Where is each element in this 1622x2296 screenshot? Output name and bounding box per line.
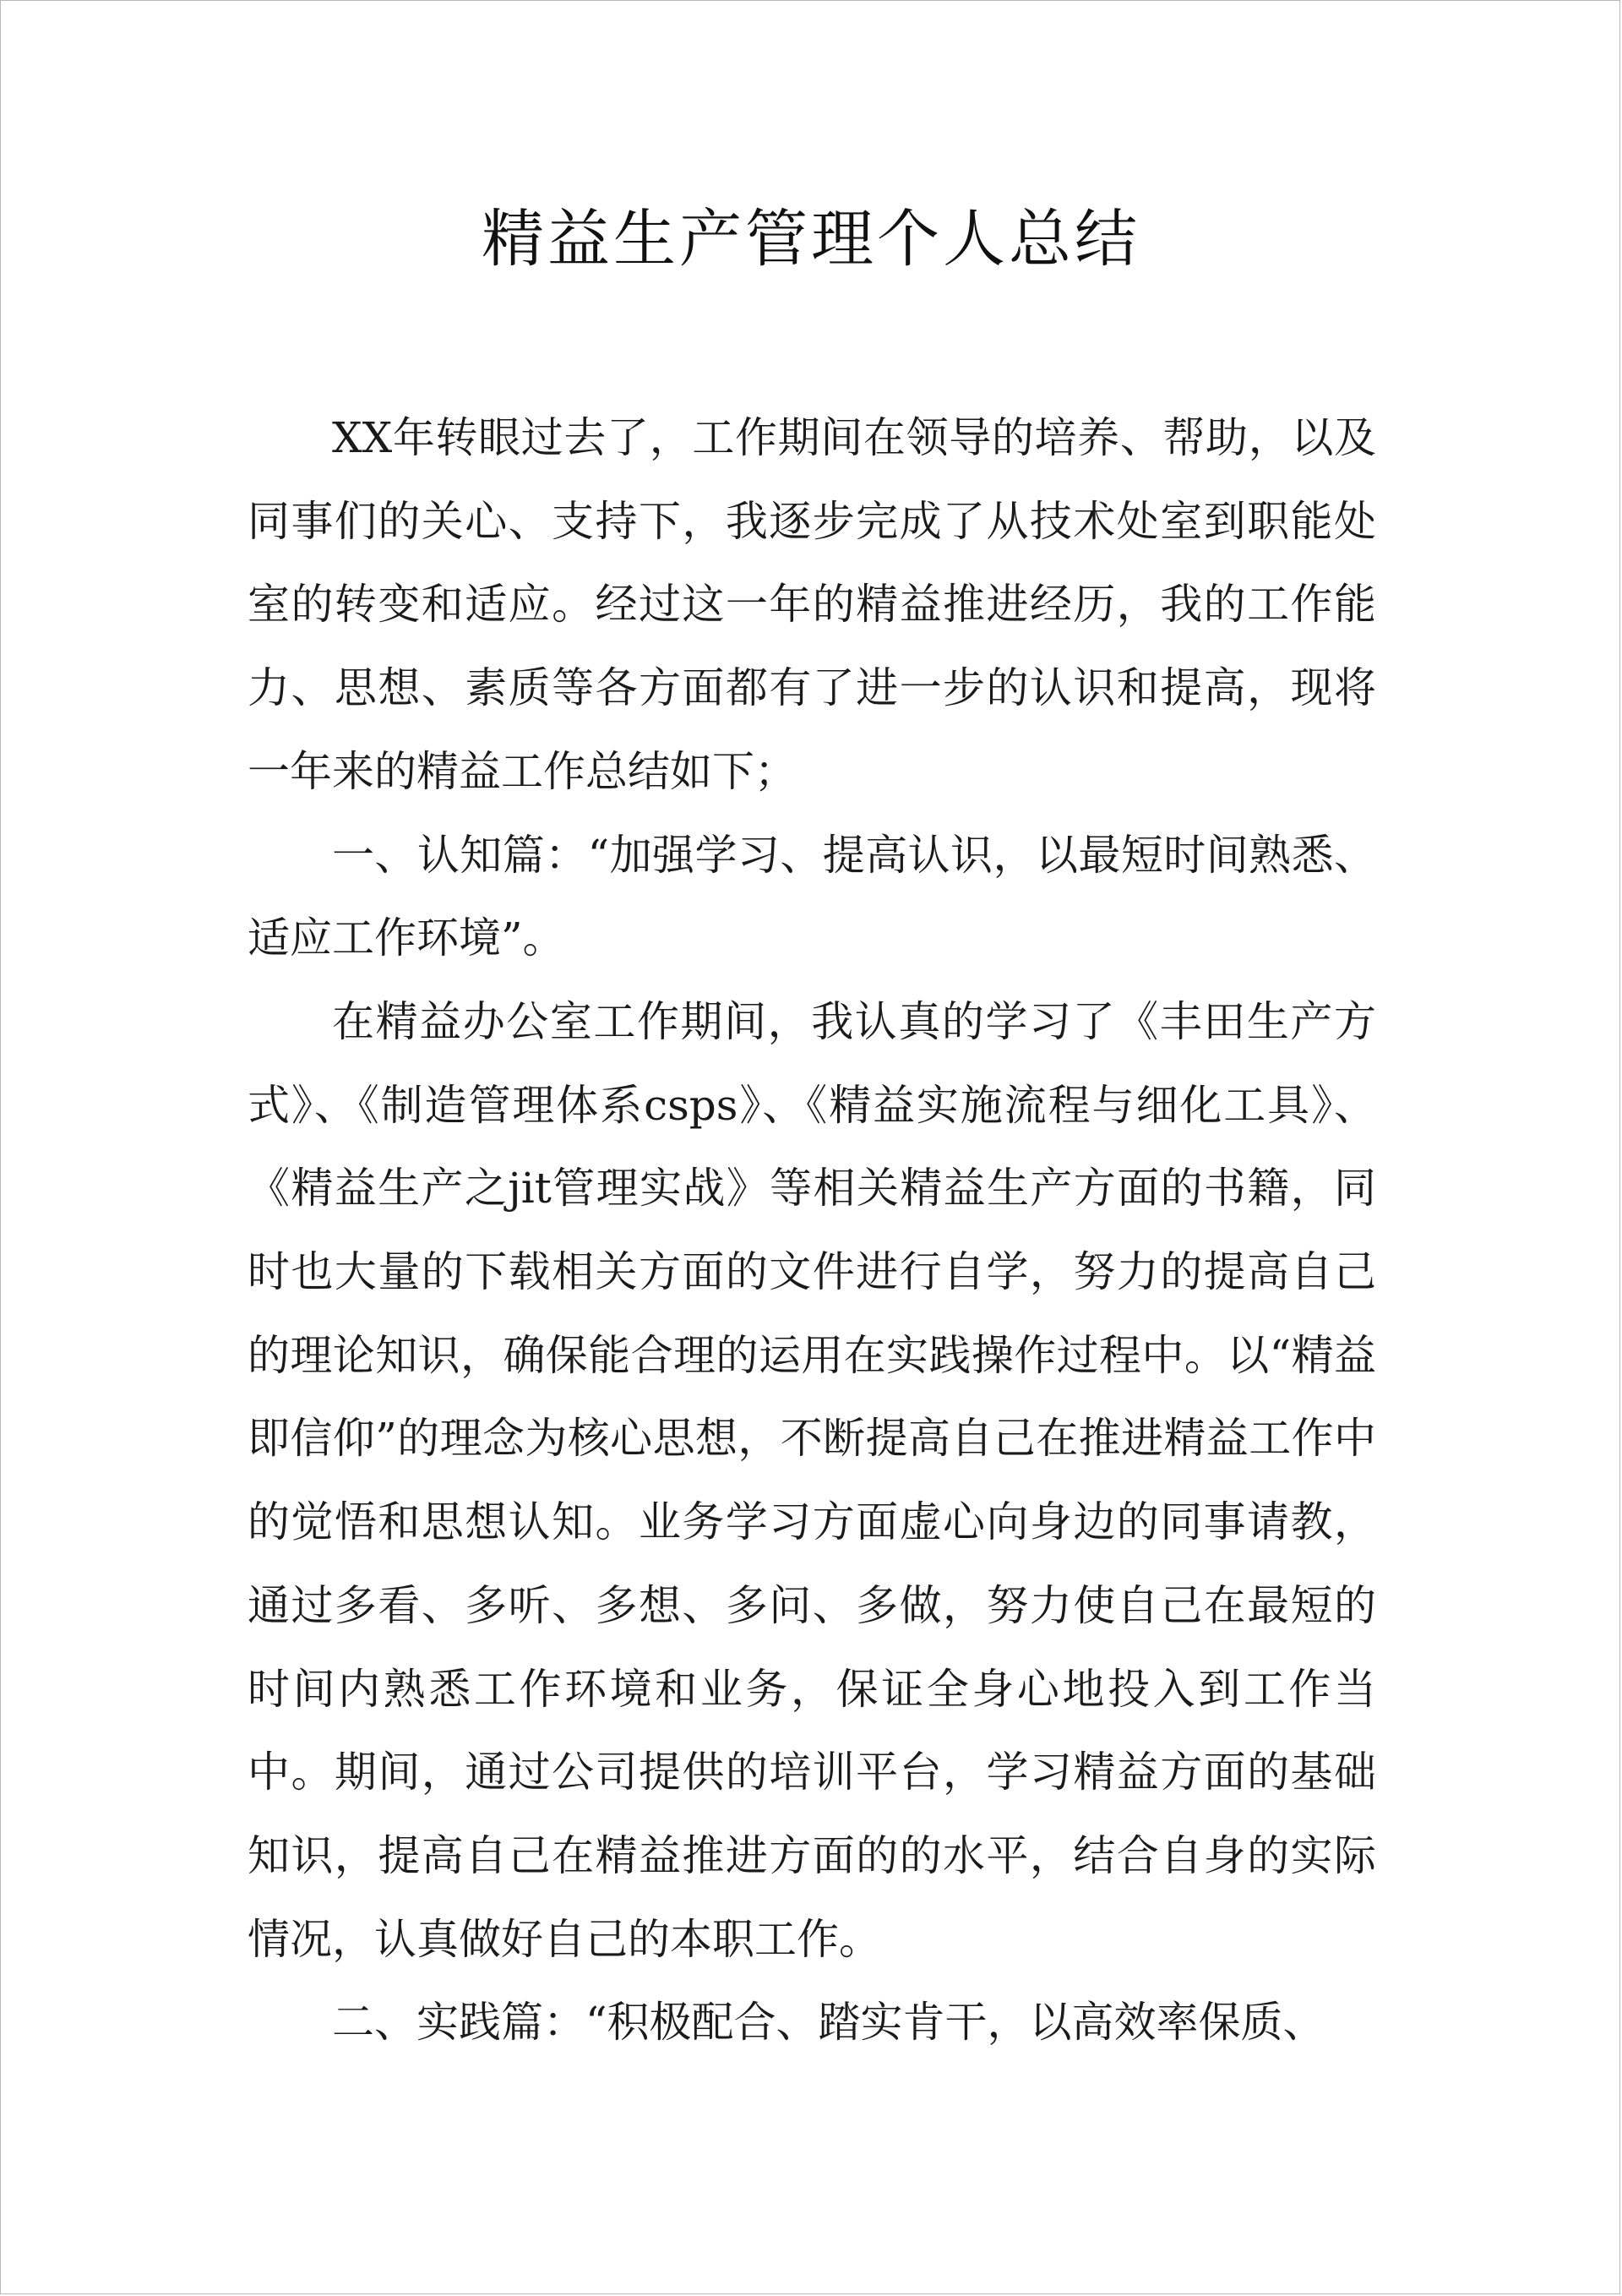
document-title: 精益生产管理个人总结 [482, 203, 1140, 275]
paragraph-section-one-heading: 一、认知篇：“加强学习、提高认识，以最短时间熟悉、适应工作环境”。 [248, 830, 1376, 963]
document-body [248, 396, 1376, 2064]
paragraph-section-one-body: 在精益办公室工作期间，我认真的学习了《丰田生产方式》、《制造管理体系csps》、《精益实施流程与细化工具》、《精益生产之jit管理实战》等相关精益生产方面的书籍，同时也大量的下载相关方面的文件进行自学，努力的提高自己的理论知识，确保能合理的运用在实践操作过程中。以“精益即信仰”的理念为核心思想，不断提高自己在推进精益工作中的觉悟和思想认知。业务学习方面虚心向身边的同事请教，通过多看、多听、多想、多问、多做，努力使自己在最短的时间内熟悉工作环境和业务，保证全身心地投入到工作当中。期间，通过公司提供的培训平台，学习精益方面的基础知识，提高自己在精益推进方面的的水平，结合自身的实际情况，认真做好自己的本职工作。 [248, 996, 1376, 1964]
paragraph-intro: XX年转眼过去了，工作期间在领导的培养、帮助，以及同事们的关心、支持下，我逐步完成了从技术处室到职能处室的转变和适应。经过这一年的精益推进经历，我的工作能力、思想、素质等各方面都有了进一步的认识和提高，现将一年来的精益工作总结如下； [248, 413, 1376, 796]
paragraph-section-two-heading: 二、实践篇：“积极配合、踏实肯干，以高效率保质、 [332, 1998, 1325, 2048]
